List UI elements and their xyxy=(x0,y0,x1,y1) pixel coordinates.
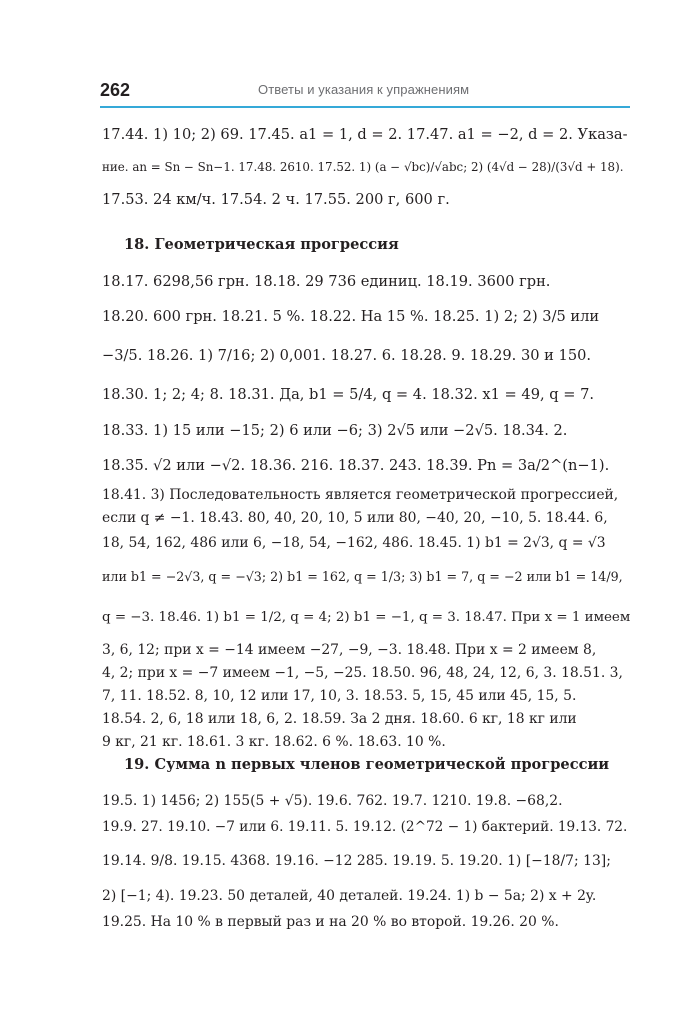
text-line: 18.54. 2, 6, 18 или 18, 6, 2. 18.59. За 2 дня. 18.60. 6 кг, 18 кг или xyxy=(102,711,577,727)
text-line: 7, 11. 18.52. 8, 10, 12 или 17, 10, 3. 18.53. 5, 15, 45 или 45, 15, 5. xyxy=(102,688,577,704)
text-line: 19.9. 27. 19.10. −7 или 6. 19.11. 5. 19.12. (2^72 − 1) бактерий. 19.13. 72. xyxy=(102,819,628,835)
text-line: 19.5. 1) 1456; 2) 155(5 + √5). 19.6. 762. 19.7. 1210. 19.8. −68,2. xyxy=(102,793,563,809)
page-number: 262 xyxy=(100,80,131,100)
text-line: 17.44. 1) 10; 2) 69. 17.45. a1 = 1, d = 2. 17.47. a1 = −2, d = 2. Указа- xyxy=(102,126,628,143)
text-line: ние. an = Sn − Sn−1. 17.48. 2610. 17.52. 1) (a − √bc)/√abc; 2) (4√d − 28)/(3√d + 18). xyxy=(102,160,624,174)
section-17-answers xyxy=(102,121,630,215)
section-title: 19. Сумма n первых членов геометрической прогрессии xyxy=(124,756,610,773)
text-line: 2) [−1; 4). 19.23. 50 деталей, 40 деталей. 19.24. 1) b − 5a; 2) x + 2y. xyxy=(102,888,597,904)
text-line: 18.33. 1) 15 или −15; 2) 6 или −6; 3) 2√5 или −2√5. 18.34. 2. xyxy=(102,422,568,439)
page-header xyxy=(100,78,630,108)
text-line: 18.20. 600 грн. 18.21. 5 %. 18.22. На 15 %. 18.25. 1) 2; 2) 3/5 или xyxy=(102,308,600,325)
section-19-answers xyxy=(102,788,630,934)
section-18-answers xyxy=(102,266,630,754)
text-line: 9 кг, 21 кг. 18.61. 3 кг. 18.62. 6 %. 18.63. 10 %. xyxy=(102,734,446,750)
text-line: 18.35. √2 или −√2. 18.36. 216. 18.37. 243. 18.39. Pn = 3a/2^(n−1). xyxy=(102,457,610,474)
text-line: 18.17. 6298,56 грн. 18.18. 29 736 единиц. 18.19. 3600 грн. xyxy=(102,273,551,290)
running-title: Ответы и указания к упражнениям xyxy=(258,82,470,97)
text-line: 19.25. На 10 % в первый раз и на 20 % во второй. 19.26. 20 %. xyxy=(102,914,559,930)
text-line: 18, 54, 162, 486 или 6, −18, 54, −162, 486. 18.45. 1) b1 = 2√3, q = √3 xyxy=(102,535,606,551)
text-line: 19.14. 9/8. 19.15. 4368. 19.16. −12 285. 19.19. 5. 19.20. 1) [−18/7; 13]; xyxy=(102,853,611,869)
section-title: 18. Геометрическая прогрессия xyxy=(124,236,399,253)
text-line: −3/5. 18.26. 1) 7/16; 2) 0,001. 18.27. 6. 18.28. 9. 18.29. 30 и 150. xyxy=(102,347,592,364)
text-line: q = −3. 18.46. 1) b1 = 1/2, q = 4; 2) b1 = −1, q = 3. 18.47. При x = 1 имеем xyxy=(102,610,631,625)
text-line: 4, 2; при x = −7 имеем −1, −5, −25. 18.50. 96, 48, 24, 12, 6, 3. 18.51. 3, xyxy=(102,665,623,681)
text-line: или b1 = −2√3, q = −√3; 2) b1 = 162, q = 1/3; 3) b1 = 7, q = −2 или b1 = 14/9, xyxy=(102,569,623,584)
text-line: 18.30. 1; 2; 4; 8. 18.31. Да, b1 = 5/4, q = 4. 18.32. x1 = 49, q = 7. xyxy=(102,386,595,403)
text-line: если q ≠ −1. 18.43. 80, 40, 20, 10, 5 или 80, −40, 20, −10, 5. 18.44. 6, xyxy=(102,510,608,526)
text-line: 3, 6, 12; при x = −14 имеем −27, −9, −3. 18.48. При x = 2 имеем 8, xyxy=(102,642,597,658)
text-line: 18.41. 3) Последовательность является геометрической прогрессией, xyxy=(102,487,619,503)
text-line: 17.53. 24 км/ч. 17.54. 2 ч. 17.55. 200 г, 600 г. xyxy=(102,191,450,208)
